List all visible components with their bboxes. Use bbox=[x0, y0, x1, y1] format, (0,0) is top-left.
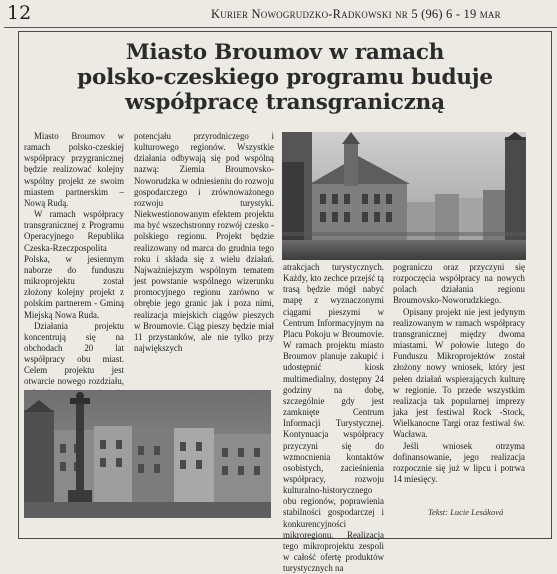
paragraph: potencjału przyrodniczego i kulturowego regionów. Wszystkie działania odbywają się pod wspólną nazwą: Ziemia Broumovsko-Noworudzka w odniesieniu do rozwoju gospodarczego i zrównoważonego rozwoju turystyki. Niekwestionowanym efektem projektu ma być wszechstronny rozwój czesko - polskiego regionu. Projekt będzie realizowany od marca do grudnia tego roku i składa się z wielu działań. Najważniejszym wspólnym tematem jest powstanie wspólnego wizerunku promocyjnego regionu zarówno w obrębie jego granic jak i poza nimi, realizacja miejskich ciągów pieszych w Broumovie. Ciąg pieszy będzie miał 11 przystanków, ale nie tylko przy największych bbox=[134, 131, 274, 353]
photo-market-square-column bbox=[24, 390, 271, 518]
headline-line-2: polsko-czeskiego programu buduje bbox=[77, 65, 493, 90]
paragraph: Miasto Broumov w ramach polsko-czeskiej współpracy przygranicznej będzie realizować kolejny wspólny projekt ze swoim miastem partnerskim – Nową Rudą. bbox=[24, 131, 124, 208]
article-column-3 bbox=[283, 262, 384, 574]
article-column-2 bbox=[134, 131, 274, 385]
paragraph: atrakcjach turystycznych. Każdy, kto zechce przejść tą trasą będzie mógł nabyć mapę z wyznaczonymi ciągami pieszymi w Centrum Informacyjnym na Placu Pokoju w Broumovie. W ramach projektu miasto Broumov planuje zakupić i udostępnić kiosk multimedialny, dostępny 24 godziny na dobę, szczególnie gdy jest zamknięte Centrum Informacji Turystycznej. Kontynuacja współpracy przyczyni się do wzmocnienia kontaktów osobistych, zacieśnienia współpracy, rozwoju kulturalno-historycznego obu regionów, poprawienia stabilności gospodarczej i konkurencyjności mikroregionu. Realizacja tego mikroprojektu zespoli w całość ofertę produktów turystycznych na bbox=[283, 262, 384, 574]
article-headline bbox=[18, 40, 552, 115]
headline-line-3: współpracę transgraniczną bbox=[125, 90, 445, 115]
page-number: 12 bbox=[7, 2, 32, 24]
article-column-4 bbox=[393, 262, 525, 510]
paragraph: W ramach współpracy transgranicznej z Programu Operacyjnego Republika Czeska-Rzeczpospolita Polska, w jesiennym naborze do funduszu mikroprojektu został złożony kolejny projekt z polskim partnerem - Gminą Miejską Nowa Ruda. bbox=[24, 209, 124, 320]
masthead: Kurier Nowogrudzko-Radkowski nr 5 (96) 6 - 19 mar bbox=[211, 7, 501, 21]
article-column-1 bbox=[24, 131, 124, 387]
header-rule bbox=[4, 27, 557, 28]
headline-line-1: Miasto Broumov w ramach bbox=[125, 40, 445, 65]
paragraph: Działania projektu koncentrują się na obchodach 20 lat współpracy obu miast. Celem projektu jest otwarcie nowego rozdziału, bbox=[24, 320, 124, 387]
paragraph: Opisany projekt nie jest jedynym realizowanym w ramach współpracy transgranicznej między dwoma miastami. W połowie lutego do Funduszu Mikroprojektów został złożony nowy wniosek, który jest pełen działań wspierających kulturę w regionie. To przede wszystkim realizacja tak popularnej imprezy jaka jest festiwal Rock -Stock, Wielkanocne Targi oraz festiwal św. Wacława. bbox=[393, 306, 525, 440]
paragraph: Jeśli wniosek otrzyma dofinansowanie, jego realizacja rozpocznie się już w lipcu i potrwa 14 miesięcy. bbox=[393, 440, 525, 484]
byline: Tekst: Lucie Lesáková bbox=[428, 507, 504, 517]
paragraph: pograniczu oraz przyczyni się rozpoczęcia współpracy na nowych polach działania regionu Broumovsko-Noworudzkiego. bbox=[393, 262, 525, 306]
photo-town-hall-square bbox=[282, 132, 526, 260]
